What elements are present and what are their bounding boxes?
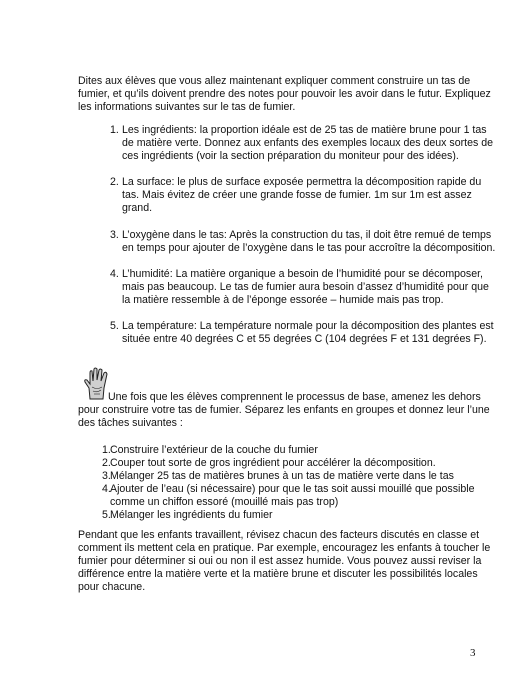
task-number: 2. (102, 457, 111, 470)
page-number: 3 (470, 647, 476, 659)
task-text: Couper tout sorte de gros ingrédient pour accélérer la décomposition. (110, 457, 436, 470)
task-item (78, 483, 498, 509)
activity-intro: Une fois que les élèves comprennent le processus de base, amenez les dehors pour construire votre tas de fumier. Séparez les enfants en groupes et donnez leur l’une des tâches suivantes : (78, 391, 490, 430)
factor-text: La surface: le plus de surface exposée permettra la décomposition rapide du tas. Mais évitez de créer une grande fosse de fumier. 1m sur 1m est assez grand. (122, 176, 482, 215)
factor-text: L’oxygène dans le tas: Après la construction du tas, il doit être remué de temps en temps pour ajouter de l’oxygène dans le tas pour accroître la décomposition. (122, 228, 496, 254)
factor-number: 3. (110, 228, 119, 241)
task-text: Mélanger 25 tas de matières brunes à un tas de matière verte dans le tas (110, 470, 454, 483)
task-number: 4. (102, 483, 111, 496)
task-text: Construire l’extérieur de la couche du fumier (110, 444, 318, 456)
task-item (78, 509, 498, 522)
factor-number: 2. (110, 176, 119, 189)
task-number: 1. (102, 444, 111, 456)
task-number: 5. (102, 509, 111, 522)
task-text: Mélanger les ingrédients du fumier (110, 509, 273, 522)
intro-paragraph: Dites aux élèves que vous allez maintenant expliquer comment construire un tas de fumier, et qu’ils doivent prendre des notes pour pouvoir les avoir dans le futur. Expliquez les informations suivantes sur le tas de fumier. (78, 75, 491, 114)
factor-item (78, 229, 498, 255)
task-number: 3. (102, 470, 111, 483)
factor-text: Les ingrédients: la proportion idéale est de 25 tas de matière brune pour 1 tas de matière verte. Donnez aux enfants des exemples locaux des deux sortes de ces ingrédients (voir la section préparation du moniteur pour des idées). (122, 124, 493, 163)
factor-number: 4. (110, 267, 119, 280)
task-list (78, 444, 498, 523)
factor-text: La température: La température normale pour la décomposition des plantes est située entre 40 degrées C et 55 degrées C (104 degrées F et 131 degrées F). (122, 320, 494, 346)
factor-item (78, 320, 498, 346)
factor-list (78, 124, 498, 346)
factor-text: L’humidité: La matière organique a besoin de l’humidité pour se décomposer, mais pas beaucoup. Le tas de fumier aura besoin d’assez d’humidité pour que la matière ressemble à de l’éponge essorée – humide mais pas trop. (122, 267, 489, 306)
factor-number: 5. (110, 320, 119, 333)
factor-item (78, 176, 498, 215)
task-item (78, 470, 498, 483)
task-item (78, 457, 498, 470)
factor-item (78, 124, 498, 163)
factor-item (78, 268, 498, 307)
task-item (78, 444, 498, 457)
factor-number: 1. (110, 124, 119, 136)
closing-paragraph: Pendant que les enfants travaillent, révisez chacun des facteurs discutés en classe et comment ils mettent cela en pratique. Par exemple, encouragez les enfants à toucher le fumier pour déterminer si oui ou non il est assez humide. Vous pouvez aussi reviser la différence entre la matière verte et la matière brune et discuter les possibilités locales pour chacune. (78, 529, 491, 594)
task-text: Ajouter de l’eau (si nécessaire) pour que le tas soit aussi mouillé que possible comme un chiffon essoré (mouillé mais pas trop) (110, 483, 475, 509)
